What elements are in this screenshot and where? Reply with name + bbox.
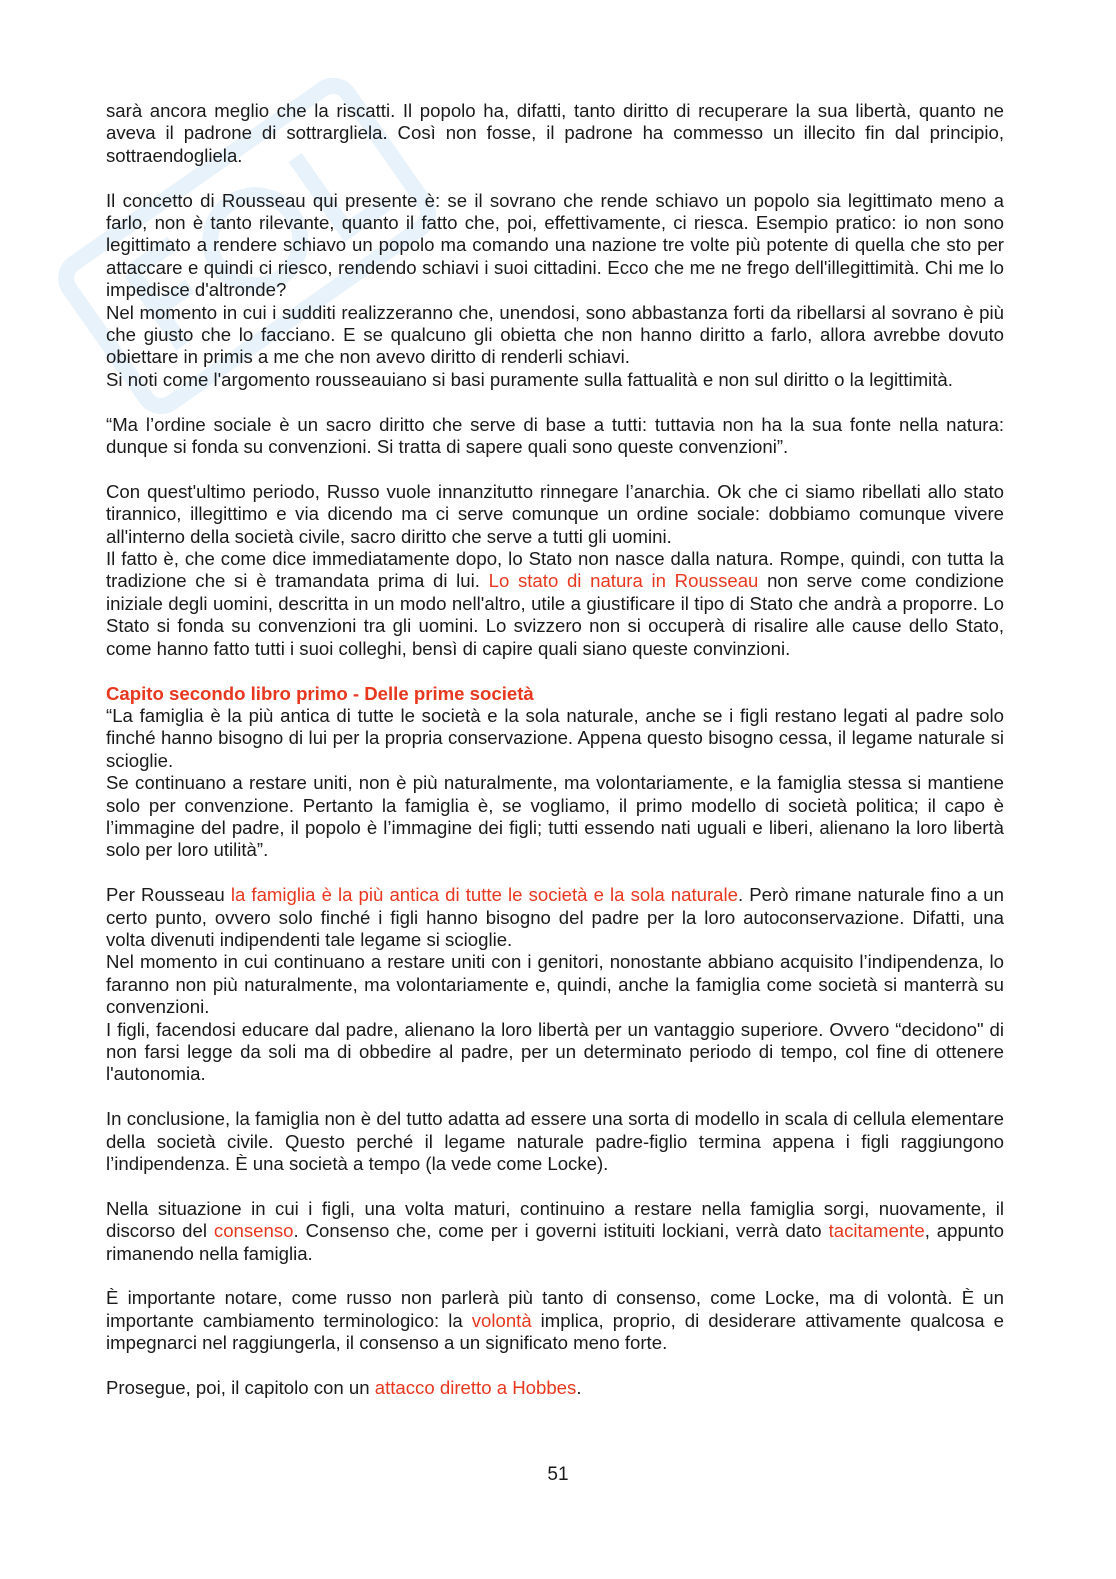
paragraph: I figli, facendosi educare dal padre, alienano la loro libertà per un vantaggio superiore. Ovvero “decidono" di non farsi legge da soli ma di obbedire al padre, per un determinato periodo di tempo, col fine di ottenere l'autonomia. (106, 1018, 1004, 1085)
text-run: Per Rousseau (106, 884, 231, 906)
text-run: Il fatto è, che come dice immediatamente dopo, lo Stato non nasce dalla natura. Rompe, quindi, con tutta la tradizione che si è tramandata prima di lui. (106, 548, 1004, 592)
paragraph: sarà ancora meglio che la riscatti. Il popolo ha, difatti, tanto diritto di recuperare la sua libertà, quanto ne aveva il padrone di sottrargliela. Così non fosse, il padrone ha commesso un illecito fin dal principio, sottraendogliela. (106, 100, 1004, 166)
section-heading: Capito secondo libro primo - Delle prime società (106, 682, 534, 704)
text-run: . Però rimane naturale fino a un certo punto, ovvero solo finché i figli hanno bisogno del padre per la loro autoconservazione. Difatti, una volta divenuti indipendenti tale legame si scioglie. (106, 884, 1004, 950)
text-run: . Consenso che, come per i governi istituiti lockiani, verrà dato (293, 1220, 829, 1242)
paragraph (106, 1287, 1004, 1354)
paragraph: Con quest'ultimo periodo, Russo vuole innanzitutto rinnegare l’anarchia. Ok che ci siamo ribellati allo stato tirannico, illegittimo e via dicendo ma ci serve comunque un ordine sociale: dobbiamo comunque vivere all'interno della società civile, sacro diritto che serve a tutti gli uomini. (106, 480, 1004, 547)
highlighted-text: consenso (213, 1220, 294, 1242)
highlighted-text: attacco diretto a Hobbes (374, 1377, 577, 1399)
text-run: Nella situazione in cui i figli, una volta maturi, continuino a restare nella famiglia sorgi, nuovamente, il discorso del (106, 1197, 1004, 1242)
document-body (106, 100, 1004, 1422)
paragraph: Si noti come l'argomento rousseauiano si basi puramente sulla fattualità e non sul diritto o la legittimità. (106, 368, 953, 390)
paragraph (106, 1377, 1004, 1399)
paragraph: Il concetto di Rousseau qui presente è: se il sovrano che rende schiavo un popolo sia legittimato meno a farlo, non è tanto rilevante, quanto il fatto che, poi, effettivamente, ci riesca. Esempio pratico: io non sono legittimato a rendere schiavo un popolo ma comando una nazione tre volte più potente di quella che sto per attaccare e quindi ci riesco, rendendo schiavi i suoi cittadini. Ecco che me ne frego dell'illegittimità. Chi me lo impedisce d'altronde? (106, 189, 1004, 301)
highlighted-text: volontà (471, 1309, 532, 1331)
paragraph (106, 1198, 1004, 1265)
text-run: , appunto rimanendo nella famiglia. (106, 1220, 1004, 1264)
text-run: È importante notare, come russo non parlerà più tanto di consenso, come Locke, ma di volontà. È un importante cambiamento terminologico: la (106, 1287, 1004, 1331)
paragraph: Nel momento in cui continuano a restare uniti con i genitori, nonostante abbiano acquisito l’indipendenza, lo faranno non più naturalmente, ma volontariamente e, quindi, anche la famiglia come società si manterrà su convenzioni. (106, 951, 1004, 1018)
text-run: implica, proprio, di desiderare attivamente qualcosa e impegnarci nel raggiungerla, il consenso a un significato meno forte. (106, 1309, 1004, 1354)
paragraph: Nel momento in cui i sudditi realizzeranno che, unendosi, sono abbastanza forti da ribellarsi al sovrano è più che giusto che lo facciano. E se qualcuno gli obietta che non hanno diritto a farlo, allora avrebbe dovuto obiettare in primis a me che non avevo diritto di renderli schiavi. (106, 301, 1004, 368)
text-run: Prosegue, poi, il capitolo con un (106, 1377, 375, 1399)
highlighted-text: Lo stato di natura in Rousseau (488, 570, 759, 592)
text-run: non serve come condizione iniziale degli uomini, descritta in un modo nell'altro, utile a giustificare il tipo di Stato che andrà a proporre. Lo Stato si fonda su convenzioni tra gli uomini. Lo svizzero non si occuperà di risalire alle cause dello Stato, come hanno fatto tutti i suoi colleghi, bensì di capire quali siano queste convinzioni. (106, 570, 1004, 659)
page-number: 51 (547, 1464, 569, 1485)
paragraph (106, 884, 1004, 951)
highlighted-text: tacitamente (828, 1220, 925, 1242)
paragraph (106, 548, 1004, 660)
text-run: . (576, 1377, 582, 1399)
quote-paragraph: Se continuano a restare uniti, non è più naturalmente, ma volontariamente, e la famiglia stessa si mantiene solo per convenzione. Pertanto la famiglia è, se vogliamo, il primo modello di società politica; il capo è l’immagine del padre, il popolo è l’immagine dei figli; tutti essendo nati uguali e liberi, alienano la loro libertà solo per loro utilità”. (106, 772, 1004, 861)
quote-paragraph: “Ma l’ordine sociale è un sacro diritto che serve di base a tutti: tuttavia non ha la sua fonte nella natura: dunque si fonda su convenzioni. Si tratta di sapere quali sono queste convenzioni”. (106, 413, 1004, 458)
paragraph: In conclusione, la famiglia non è del tutto adatta ad essere una sorta di modello in scala di cellula elementare della società civile. Questo perché il legame naturale padre-figlio termina appena i figli raggiungono l’indipendenza. È una società a tempo (la vede come Locke). (106, 1108, 1004, 1174)
highlighted-text: la famiglia è la più antica di tutte le società e la sola naturale (230, 884, 738, 906)
quote-paragraph: “La famiglia è la più antica di tutte le società e la sola naturale, anche se i figli restano legati al padre solo finché hanno bisogno di lui per la propria conservazione. Appena questo bisogno cessa, il legame naturale si scioglie. (106, 704, 1004, 771)
